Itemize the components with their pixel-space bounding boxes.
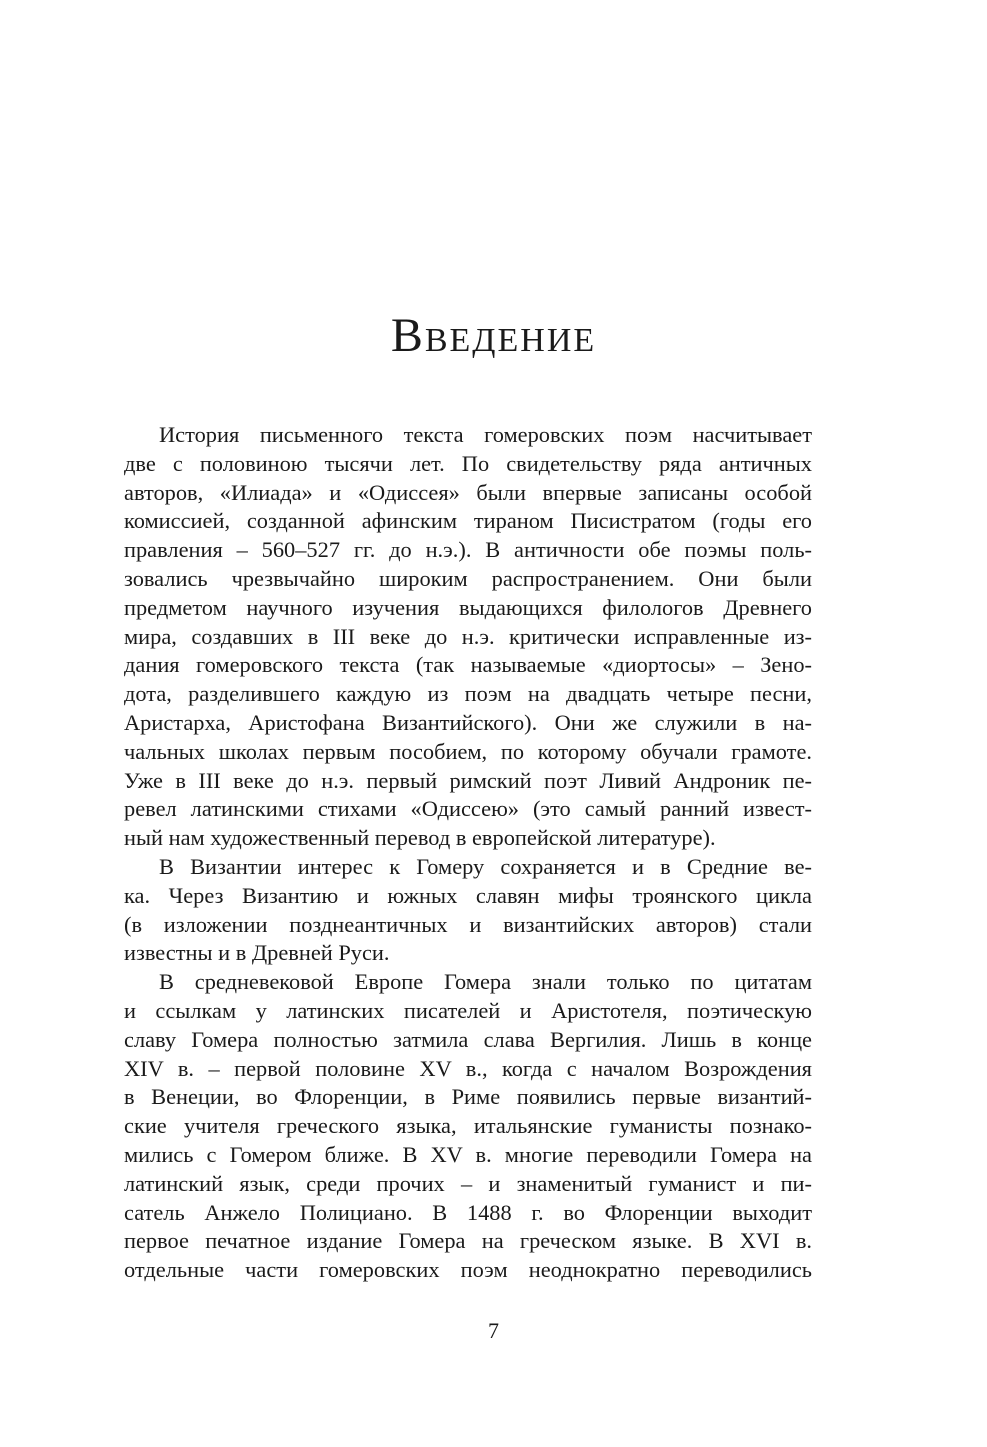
chapter-title: Введение xyxy=(390,309,597,362)
text-line: первое печатное издание Гомера на греческом языке. В XVI в. xyxy=(124,1228,812,1254)
text-line: отдельные части гомеровских поэм неоднократно переводились xyxy=(124,1257,812,1283)
text-line: История письменного текста гомеровских поэм насчитывает xyxy=(159,422,812,447)
text-line: Аристарха, Аристофана Византийского). Они же служили в на- xyxy=(124,709,812,735)
text-line: Уже в III веке до н.э. первый римский поэт Ливий Андроник пе- xyxy=(124,767,812,793)
text-line: дания гомеровского текста (так называемые «диортосы» – Зено- xyxy=(124,652,812,678)
text-line: В средневековой Европе Гомера знали только по цитатам xyxy=(159,969,812,995)
text-line: ские учителя греческого языка, итальянские гуманисты познако- xyxy=(124,1113,812,1139)
text-line: мились с Гомером ближе. В XV в. многие переводили Гомера на xyxy=(124,1141,812,1167)
text-line: комиссией, созданной афинским тираном Писистратом (годы его xyxy=(124,508,812,534)
text-line: известны и в Древней Руси. xyxy=(124,940,390,966)
text-line: ный нам художественный перевод в европейской литературе). xyxy=(124,825,716,851)
text-line: славу Гомера полностью затмила слава Вергилия. Лишь в конце xyxy=(124,1026,812,1052)
text-line: дота, разделившего каждую из поэм на двадцать четыре песни, xyxy=(124,681,812,707)
body-text xyxy=(124,421,812,1285)
text-line: зовались чрезвычайно широким распространением. Они были xyxy=(124,565,812,591)
text-line: и ссылкам у латинских писателей и Аристотеля, поэтическую xyxy=(124,997,812,1023)
text-line: авторов, «Илиада» и «Одиссея» были впервые записаны особой xyxy=(124,479,812,505)
page-number: 7 xyxy=(488,1318,499,1343)
text-line: ка. Через Византию и южных славян мифы троянского цикла xyxy=(124,882,812,908)
text-line: ревел латинскими стихами «Одиссею» (это самый ранний извест- xyxy=(124,796,812,822)
text-line: (в изложении позднеантичных и византийских авторов) стали xyxy=(124,911,812,937)
text-line: предметом научного изучения выдающихся филологов Древнего xyxy=(124,594,812,620)
text-line: В Византии интерес к Гомеру сохраняется и в Средние ве- xyxy=(159,853,812,879)
text-line: в Венеции, во Флоренции, в Риме появились первые византий- xyxy=(124,1084,812,1110)
text-line: чальных школах первым пособием, по которому обучали грамоте. xyxy=(124,738,812,764)
text-line: XIV в. – первой половине XV в., когда с началом Возрождения xyxy=(124,1055,812,1081)
text-line: правления – 560–527 гг. до н.э.). В античности обе поэмы поль- xyxy=(124,537,812,563)
text-line: латинский язык, среди прочих – и знаменитый гуманист и пи- xyxy=(124,1170,812,1196)
text-line: мира, создавших в III веке до н.э. критически исправленные из- xyxy=(124,623,812,649)
text-line: две с половиною тысячи лет. По свидетельству ряда античных xyxy=(124,450,812,476)
text-line: сатель Анжело Полициано. В 1488 г. во Флоренции выходит xyxy=(124,1199,812,1225)
